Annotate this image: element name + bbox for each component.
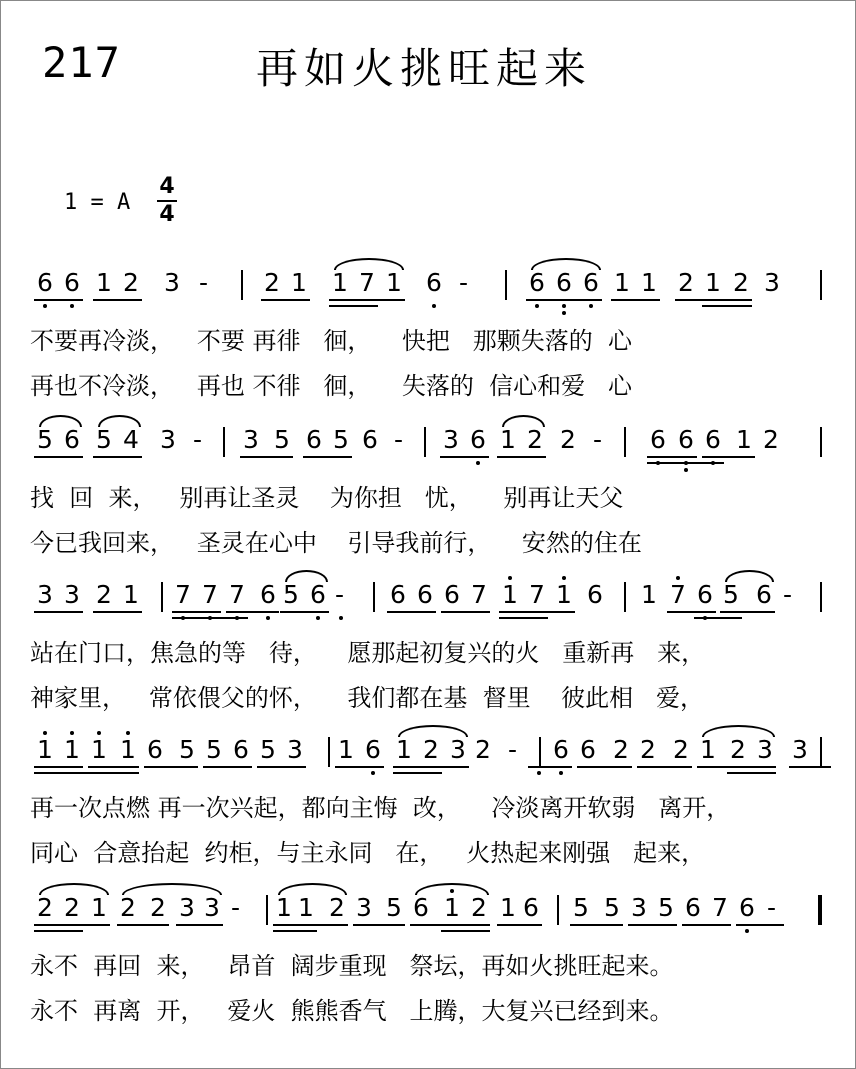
note: 1 (641, 268, 657, 297)
note: 1 (556, 580, 572, 609)
octave-dot-below (43, 304, 47, 308)
beam-line (353, 924, 405, 926)
note: 1 (91, 735, 107, 764)
octave-dot-above (508, 576, 512, 580)
note: 6 (739, 893, 755, 922)
beam-line (34, 611, 83, 613)
note: 3 (160, 425, 176, 454)
beam-line (393, 772, 442, 774)
note: 3 (204, 893, 220, 922)
time-signature-top: 4 (159, 174, 175, 199)
lyrics-verse-2: 神家里， 常依偎父的怀， 我们都在基 督里 彼此相 爱， (30, 684, 705, 712)
note: 5 (386, 893, 402, 922)
note: 1 (123, 580, 139, 609)
hold-dash: - (459, 268, 469, 297)
note: 1 (96, 268, 112, 297)
note: 6 (650, 425, 666, 454)
beam-line (329, 299, 405, 301)
note: 6 (697, 580, 713, 609)
barline (241, 270, 243, 300)
hymn-number: 217 (42, 38, 121, 87)
note: 6 (583, 268, 599, 297)
note: 6 (678, 425, 694, 454)
beam-line (88, 766, 139, 768)
note: 1 (91, 893, 107, 922)
note: 3 (164, 268, 180, 297)
note: 2 (264, 268, 280, 297)
lyrics-verse-1: 站在门口，焦急的等 待， 愿那起初复兴的火 重新再 来， (30, 639, 706, 667)
beam-line (226, 611, 279, 613)
octave-dot-below (339, 616, 343, 620)
beam-line (172, 611, 221, 613)
beam-line (203, 766, 252, 768)
note: 3 (443, 425, 459, 454)
note: 5 (573, 893, 589, 922)
lyrics-verse-2: 同心 合意抬起 约柜，与主永同 在， 火热起来刚强 起来， (30, 839, 706, 867)
note: 2 (96, 580, 112, 609)
note: 1 (120, 735, 136, 764)
beam-line (499, 617, 548, 619)
note: 5 (37, 425, 53, 454)
octave-dot-below (476, 461, 480, 465)
note: 6 (233, 735, 249, 764)
note: 3 (243, 425, 259, 454)
beam-line (570, 924, 623, 926)
note: 7 (359, 268, 375, 297)
beam-line (441, 611, 490, 613)
beam-line (528, 766, 572, 768)
note: 6 (705, 425, 721, 454)
octave-dot-below (703, 616, 707, 620)
octave-dot-below (562, 304, 566, 308)
barline (424, 427, 426, 457)
hold-dash: - (593, 425, 603, 454)
lyrics-verse-1: 不要再冷淡， 不要 再徘 徊， 快把 那颗失落的 心 (30, 327, 633, 355)
note: 5 (283, 580, 299, 609)
note: 6 (685, 893, 701, 922)
beam-line (526, 299, 602, 301)
lyrics-verse-2: 永不 再离 开， 爱火 熊熊香气 上腾，大复兴已经到来。 (30, 997, 674, 1025)
beam-line (144, 766, 198, 768)
note: 7 (712, 893, 728, 922)
octave-dot-below (70, 304, 74, 308)
octave-dot-above (126, 731, 130, 735)
beam-line (34, 456, 83, 458)
beam-line (34, 930, 83, 932)
hold-dash: - (335, 580, 345, 609)
note: 6 (390, 580, 406, 609)
note: 3 (792, 735, 808, 764)
note: 2 (730, 735, 746, 764)
beam-line (702, 456, 755, 458)
octave-dot-below (208, 616, 212, 620)
octave-dot-below (684, 461, 688, 465)
beam-line (34, 924, 110, 926)
note: 5 (333, 425, 349, 454)
lyrics-verse-2: 再也不冷淡， 再也 不徘 徊， 失落的 信心和爱 心 (30, 372, 633, 400)
hold-dash: - (783, 580, 793, 609)
octave-dot-below (589, 304, 593, 308)
octave-dot-above (70, 731, 74, 735)
note: 2 (678, 268, 694, 297)
octave-dot-below (559, 771, 563, 775)
note: 5 (206, 735, 222, 764)
hold-dash: - (199, 268, 209, 297)
beam-line (240, 456, 293, 458)
note: 6 (37, 268, 53, 297)
beam-line (697, 766, 776, 768)
beam-line (303, 456, 352, 458)
note: 2 (560, 425, 576, 454)
note: 5 (658, 893, 674, 922)
note: 1 (700, 735, 716, 764)
note: 2 (120, 893, 136, 922)
note: 5 (260, 735, 276, 764)
octave-dot-below (535, 304, 539, 308)
note: 6 (553, 735, 569, 764)
note: 3 (287, 735, 303, 764)
note: 6 (444, 580, 460, 609)
beam-line (387, 611, 436, 613)
note: 6 (413, 893, 429, 922)
octave-dot-below (562, 311, 566, 315)
beam-line (789, 766, 831, 768)
beam-line (675, 299, 752, 301)
octave-dot-below (371, 771, 375, 775)
beam-line (628, 924, 677, 926)
note: 1 (276, 893, 292, 922)
note: 1 (444, 893, 460, 922)
beam-line (647, 456, 697, 458)
barline (820, 427, 822, 457)
note: 6 (64, 425, 80, 454)
note: 7 (670, 580, 686, 609)
note: 3 (631, 893, 647, 922)
note: 6 (310, 580, 326, 609)
barline (539, 737, 541, 767)
note: 6 (523, 893, 539, 922)
note: 3 (757, 735, 773, 764)
note: 6 (362, 425, 378, 454)
note: 2 (64, 893, 80, 922)
beam-line (393, 766, 469, 768)
octave-dot-above (97, 731, 101, 735)
beam-line (499, 611, 575, 613)
note: 6 (64, 268, 80, 297)
note: 2 (123, 268, 139, 297)
beam-line (736, 924, 784, 926)
hold-dash: - (508, 735, 518, 764)
beam-line (410, 924, 490, 926)
barline (820, 582, 822, 612)
note: 5 (723, 580, 739, 609)
lyrics-verse-2: 今已我回来， 圣灵在心中 引导我前行， 安然的住在 (30, 529, 642, 557)
note: 3 (764, 268, 780, 297)
beam-line (577, 766, 632, 768)
note: 1 (37, 735, 53, 764)
beam-line (34, 299, 83, 301)
note: 3 (356, 893, 372, 922)
beam-line (261, 299, 310, 301)
note: 1 (500, 425, 516, 454)
time-signature (156, 174, 178, 228)
note: 6 (426, 268, 442, 297)
barline (328, 737, 330, 767)
beam-line (93, 456, 142, 458)
note: 2 (613, 735, 629, 764)
note: 6 (587, 580, 603, 609)
barline (820, 270, 822, 300)
barline (820, 737, 822, 767)
beam-line (34, 766, 83, 768)
note: 2 (475, 735, 491, 764)
note: 6 (756, 580, 772, 609)
beam-line (117, 924, 169, 926)
beam-line (335, 766, 384, 768)
note: 2 (471, 893, 487, 922)
note: 2 (673, 735, 689, 764)
note: 7 (529, 580, 545, 609)
beam-line (93, 299, 142, 301)
hold-dash: - (231, 893, 241, 922)
hold-dash: - (394, 425, 404, 454)
note: 2 (640, 735, 656, 764)
barline (161, 582, 163, 612)
note: 7 (202, 580, 218, 609)
beam-line (702, 305, 752, 307)
note: 1 (396, 735, 412, 764)
octave-dot-below (537, 771, 541, 775)
note: 1 (614, 268, 630, 297)
note: 3 (64, 580, 80, 609)
beam-line (637, 766, 692, 768)
note: 1 (736, 425, 752, 454)
barline (373, 582, 375, 612)
note: 1 (641, 580, 657, 609)
note: 6 (417, 580, 433, 609)
beam-line (720, 611, 775, 613)
octave-dot-below (656, 461, 660, 465)
note: 2 (763, 425, 779, 454)
barline (505, 270, 507, 300)
note: 2 (527, 425, 543, 454)
note: 3 (179, 893, 195, 922)
beam-line (273, 930, 317, 932)
note: 2 (329, 893, 345, 922)
note: 5 (604, 893, 620, 922)
note: 6 (365, 735, 381, 764)
barline (624, 427, 626, 457)
note: 3 (37, 580, 53, 609)
beam-line (611, 299, 660, 301)
beam-line (176, 924, 223, 926)
barline (223, 427, 225, 457)
octave-dot-below (432, 304, 436, 308)
beam-line (440, 456, 489, 458)
beam-line (682, 924, 731, 926)
barline (557, 895, 559, 925)
octave-dot-below (684, 468, 688, 472)
note: 2 (37, 893, 53, 922)
note: 6 (147, 735, 163, 764)
octave-dot-below (266, 616, 270, 620)
note: 6 (260, 580, 276, 609)
octave-dot-below (711, 461, 715, 465)
beam-line (667, 611, 716, 613)
octave-dot-below (235, 616, 239, 620)
octave-dot-below (745, 929, 749, 933)
beam-line (497, 924, 542, 926)
note: 1 (332, 268, 348, 297)
note: 1 (705, 268, 721, 297)
octave-dot-below (316, 616, 320, 620)
beam-line (273, 924, 348, 926)
hold-dash: - (193, 425, 203, 454)
note: 6 (470, 425, 486, 454)
note: 7 (229, 580, 245, 609)
note: 1 (338, 735, 354, 764)
barline (266, 895, 268, 925)
beam-line (497, 456, 546, 458)
time-signature-bottom: 4 (159, 202, 175, 227)
note: 1 (500, 893, 516, 922)
hold-dash: - (767, 893, 777, 922)
note: 1 (291, 268, 307, 297)
octave-dot-above (43, 731, 47, 735)
note: 6 (306, 425, 322, 454)
note: 7 (471, 580, 487, 609)
page-title: 再如火挑旺起来 (256, 44, 593, 93)
beam-line (329, 305, 378, 307)
beam-line (93, 611, 142, 613)
note: 5 (96, 425, 112, 454)
beam-line (34, 772, 139, 774)
note: 1 (298, 893, 314, 922)
note: 1 (64, 735, 80, 764)
note: 2 (733, 268, 749, 297)
note: 2 (150, 893, 166, 922)
beam-line (280, 611, 329, 613)
note: 4 (123, 425, 139, 454)
note: 5 (179, 735, 195, 764)
octave-dot-above (562, 576, 566, 580)
octave-dot-below (181, 616, 185, 620)
note: 3 (450, 735, 466, 764)
note: 2 (423, 735, 439, 764)
key-signature: 1 = A (64, 190, 131, 215)
note: 7 (175, 580, 191, 609)
lyrics-verse-1: 再一次点燃 再一次兴起，都向主悔 改， 冷淡离开软弱 离开， (30, 794, 731, 822)
note: 1 (502, 580, 518, 609)
note: 5 (274, 425, 290, 454)
beam-line (257, 766, 306, 768)
note: 1 (386, 268, 402, 297)
note: 6 (529, 268, 545, 297)
beam-line (727, 772, 776, 774)
final-barline (818, 895, 822, 925)
beam-line (694, 617, 742, 619)
beam-line (441, 930, 490, 932)
octave-dot-above (676, 576, 680, 580)
note: 6 (556, 268, 572, 297)
note: 6 (580, 735, 596, 764)
barline (624, 582, 626, 612)
lyrics-verse-1: 找 回 来， 别再让圣灵 为你担 忧， 别再让天父 (30, 484, 624, 512)
lyrics-verse-1: 永不 再回 来， 昂首 阔步重现 祭坛，再如火挑旺起来。 (30, 952, 674, 980)
